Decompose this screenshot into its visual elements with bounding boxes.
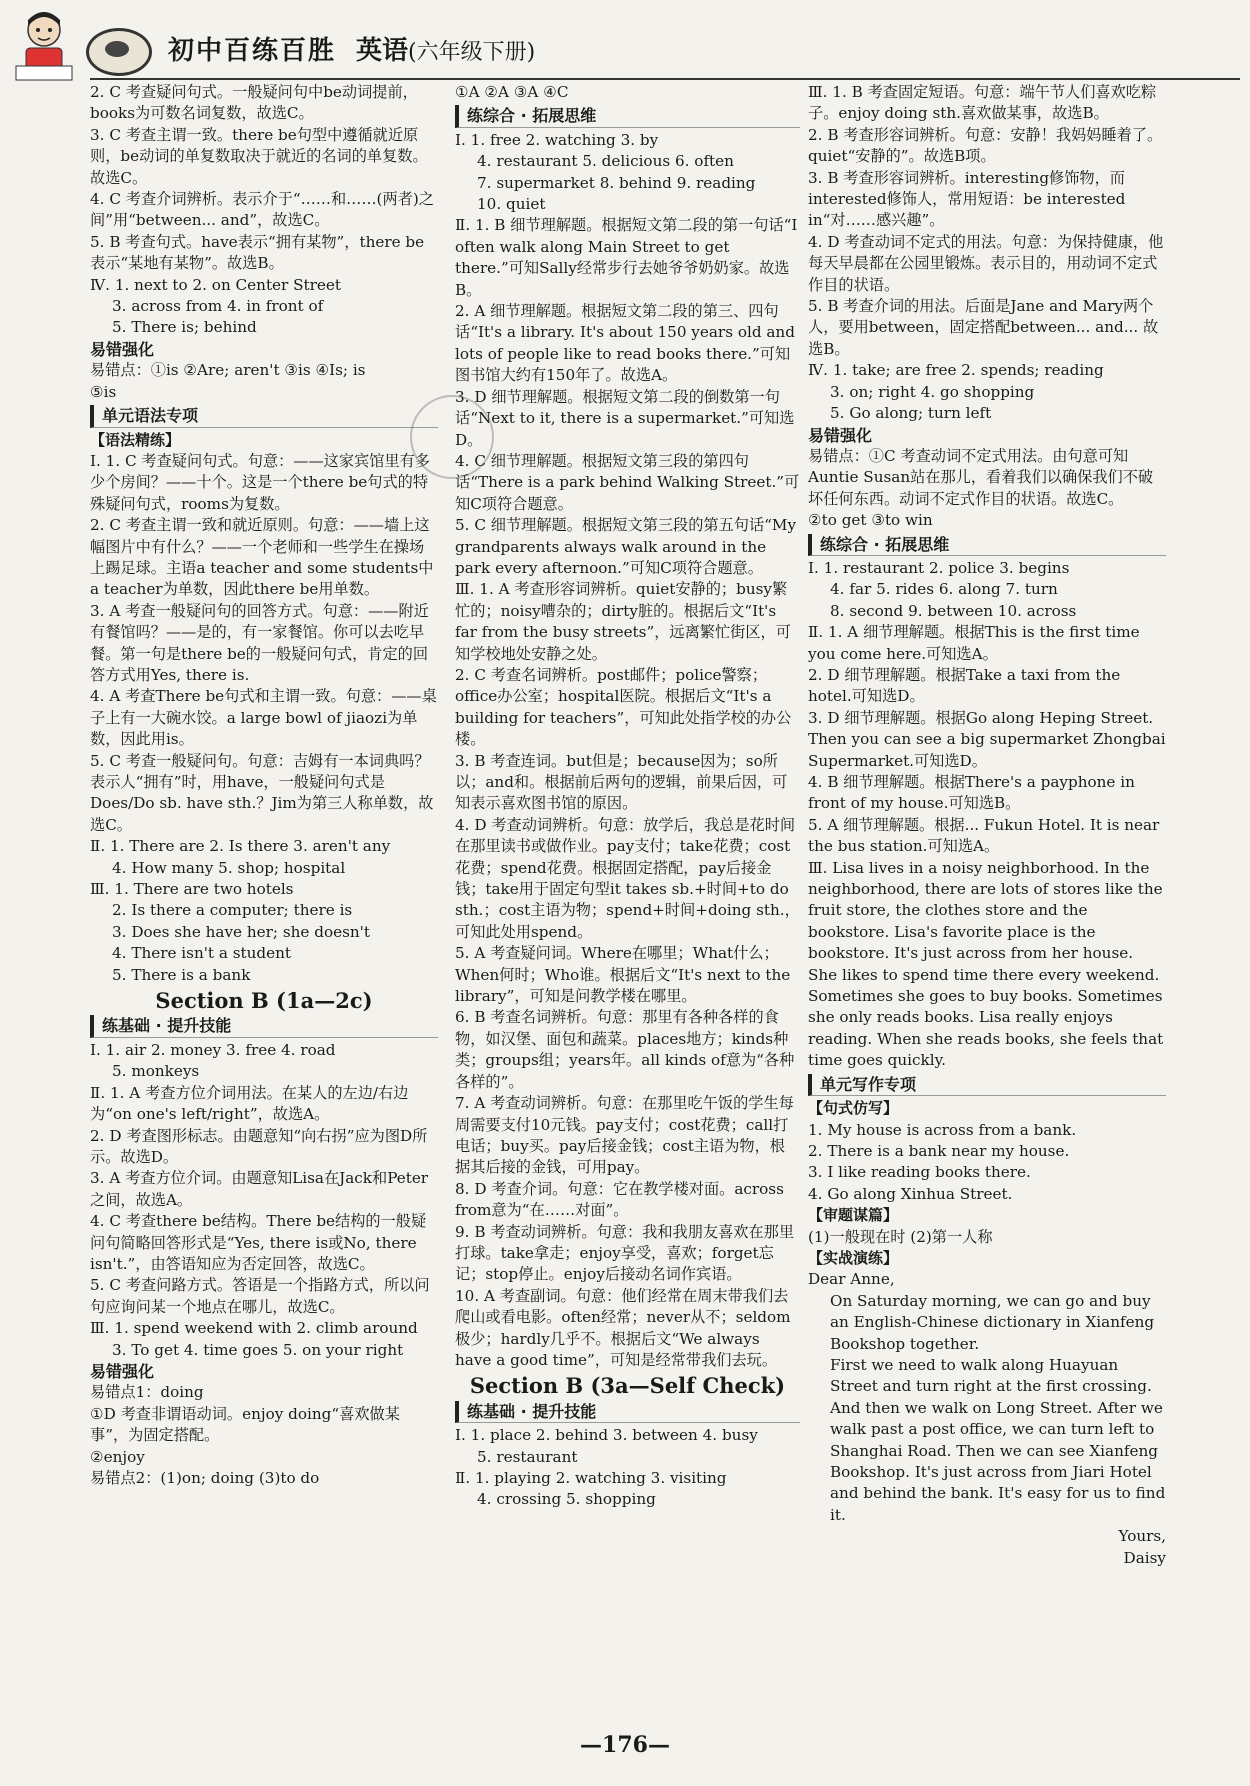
answer-item: 4. D 考查动词不定式的用法。句意：为保持健康，他每天早晨都在公园里锻炼。表示目的，用动词不定式作目的状语。 [808, 232, 1164, 294]
answer-item: 3. B 考查形容词辨析。interesting修饰物，而interested修饰人，常用短语：be interested in“对……感兴趣”。 [808, 168, 1126, 230]
answer-item: 5. A 考查疑问词。Where在哪里；What什么；When何时；Who谁。根据后文“It's next to the library”，可知是问教学楼在哪里。 [455, 944, 791, 1006]
answer-item: 5. There is a bank [112, 965, 251, 984]
answer-item: 4. C 考查there be结构。There be结构的一般疑问句简略回答形式是“Yes, there is或No, there isn't.”，由答语知应为否定回答，故选C。 [90, 1212, 427, 1273]
answer-item: Ⅲ. 1. spend weekend with 2. climb around [90, 1319, 418, 1338]
subject-title [356, 30, 535, 67]
column-1 [90, 82, 438, 1489]
answer-item: 2. B 考查形容词辨析。句意：安静！我妈妈睡着了。quiet“安静的”。故选B项。 [808, 125, 1163, 166]
answer-item: 3. To get 4. time goes 5. on your right [112, 1340, 404, 1359]
column-2 [455, 82, 800, 1511]
answer-item: 4. C 考查介词辨析。表示介于“……和……(两者)之间”用“between... and”，故选C。 [90, 190, 434, 230]
answer-item: Ⅱ. 1. playing 2. watching 3. visiting [455, 1469, 727, 1487]
section-heading: 单元语法专项 [90, 405, 438, 427]
answer-item: 2. There is a bank near my house. [808, 1141, 1070, 1160]
answer-item: Ⅲ. Lisa lives in a noisy neighborhood. In the neighborhood, there are lots of stores like the fruit store, the clothes store and the bookstore. Lisa's favorite place is the bookstore. It's just across from her house. She likes to spend time there every weekend. Sometimes she goes to buy books. Sometimes she only reads books. Lisa really enjoys reading. When she reads books, she feels that time goes quickly. [808, 858, 1164, 1070]
watermark-stamp-icon [410, 395, 494, 479]
answer-item: 5. A 细节理解题。根据... Fukun Hotel. It is near the bus station.可知选A。 [808, 815, 1160, 856]
answer-item: 2. C 考查主谓一致和就近原则。句意：——墙上这幅图片中有什么？——一个老师和一些学生在操场上踢足球。主语a teacher and some students中a teacher为单数，因此there be用单数。 [90, 516, 434, 599]
answer-item: ①D 考查非谓语动词。enjoy doing“喜欢做某事”，为固定搭配。 [90, 1404, 400, 1445]
letter-signature: Daisy [1123, 1548, 1166, 1567]
letter-paragraph: On Saturday morning, we can go and buy an English-Chinese dictionary in Xianfeng Bookshop together. [830, 1291, 1155, 1353]
answer-item: 8. second 9. between 10. across [830, 601, 1077, 620]
subsection-heading: 【实战演练】 [808, 1248, 899, 1267]
answer-item: 易错点2：(1)on; doing (3)to do [90, 1469, 320, 1487]
answer-item: Ⅳ. 1. take; are free 2. spends; reading [808, 361, 1104, 380]
letter-closing: Yours, [1118, 1527, 1166, 1546]
answer-item: 7. A 考查动词辨析。句意：在那里吃午饭的学生每周需要支付10元钱。pay支付；cost花费；call打电话；buy买。pay后接金钱；cost主语为物，根据其后接的金钱，可用pay。 [455, 1094, 794, 1177]
section-heading: 练综合 · 拓展思维 [455, 105, 800, 127]
answer-item: 4. Go along Xinhua Street. [808, 1184, 1013, 1203]
answer-item: 2. C 考查疑问句式。一般疑问句中be动词提前，books为可数名词复数，故选C。 [90, 83, 418, 123]
answer-item: 2. D 细节理解题。根据Take a taxi from the hotel.可知选D。 [808, 665, 1121, 706]
answer-item: Ⅱ. 1. B 细节理解题。根据短文第二段的第一句话“I often walk along Main Street to get there.”可知Sally经常步行去她爷爷奶奶家。故选B。 [455, 216, 798, 299]
answer-item: 4. D 考查动词辨析。句意：放学后，我总是花时间在那里读书或做作业。pay支付；take花费；cost花费；spend花费。根据固定搭配，pay后接金钱；take用于固定句型it takes sb.+时间+to do sth.；cost主语为物；spend+时间+doing sth.，可知此处用spend。 [455, 815, 800, 941]
section-heading: 易错强化 [90, 339, 155, 359]
answer-item: 1. My house is across from a bank. [808, 1120, 1077, 1139]
answer-item: Ⅲ. 1. B 考查固定短语。句意：端午节人们喜欢吃粽子。enjoy doing sth.喜欢做某事，故选B。 [808, 83, 1157, 123]
answer-item: 3. on; right 4. go shopping [830, 382, 1035, 401]
answer-item: 6. B 考查名词辨析。句意：那里有各种各样的食物，如汉堡、面包和蔬菜。places地方；kinds种类；groups组；years年。all kinds of意为“各种各样的”。 [455, 1008, 795, 1091]
answer-item: 3. D 细节理解题。根据短文第二段的倒数第一句话“Next to it, there is a supermarket.”可知选D。 [455, 387, 795, 449]
answer-item: 4. A 考查There be句式和主谓一致。句意：——桌子上有一大碗水饺。a large bowl of jiaozi为单数，因此用is。 [90, 687, 437, 749]
answer-item: 4. C 细节理解题。根据短文第三段的第四句话“There is a park behind Walking Street.”可知C项符合题意。 [455, 451, 800, 513]
answer-item: 4. far 5. rides 6. along 7. turn [830, 580, 1058, 599]
answer-item: 4. There isn't a student [112, 944, 291, 963]
answer-item: Ⅳ. 1. next to 2. on Center Street [90, 275, 341, 294]
answer-item: 易错点1：doing [90, 1383, 204, 1402]
answer-item: (1)一般现在时 (2)第一人称 [808, 1227, 993, 1246]
answer-item: 4. crossing 5. shopping [477, 1490, 656, 1509]
answer-item: 4. B 细节理解题。根据There's a payphone in front of my house.可知选B。 [808, 773, 1135, 813]
answer-item: 2. D 考查图形标志。由题意知“向右拐”应为图D所示。故选D。 [90, 1126, 428, 1166]
student-mascot-icon [8, 6, 80, 86]
answer-item: 5. C 考查一般疑问句。句意：吉姆有一本词典吗？表示人“拥有”时，用have，一般疑问句式是Does/Do sb. have sth.？Jim为第三人称单数，故选C。 [90, 751, 434, 834]
answer-item: 5. Go along; turn left [830, 404, 992, 423]
answer-item: 3. B 考查连词。but但是；because因为；so所以；and和。根据前后两句的逻辑，前果后因，可知表示喜欢图书馆的原因。 [455, 751, 788, 813]
answer-item: ②to get ③to win [808, 511, 933, 530]
section-title: Section B (3a—Self Check) [469, 1373, 786, 1399]
answer-item: ⑤is [90, 382, 117, 401]
answer-item: Ⅲ. 1. A 考查形容词辨析。quiet安静的；busy繁忙的；noisy嘈杂的；dirty脏的。根据后文“It's far from the busy streets”，远离繁忙街区，可知学校地处安静之处。 [455, 580, 791, 663]
grade-label: (六年级下册) [408, 40, 536, 65]
answer-item: 2. Is there a computer; there is [112, 901, 353, 920]
answer-item: 9. B 考查动词辨析。句意：我和我朋友喜欢在那里打球。take拿走；enjoy享受，喜欢；forget忘记；stop停止。enjoy后接动名词作宾语。 [455, 1222, 795, 1284]
answer-item: 3. C 考查主谓一致。there be句型中遵循就近原则，be动词的单复数取决于就近的名词的单复数。故选C。 [90, 125, 428, 187]
section-heading: 练基础 · 提升技能 [90, 1015, 438, 1037]
answer-item: 10. quiet [477, 195, 546, 214]
section-title: Section B (1a—2c) [155, 988, 373, 1014]
answer-item: 5. B 考查介词的用法。后面是Jane and Mary两个人，要用between，固定搭配between... and... 故选B。 [808, 297, 1159, 358]
answer-item: 5. There is; behind [112, 318, 257, 337]
section-heading: 单元写作专项 [808, 1074, 1166, 1096]
answer-item: 3. Does she have her; she doesn't [112, 922, 370, 941]
letter-greeting: Dear Anne, [808, 1270, 895, 1289]
answer-item: 5. B 考查句式。have表示“拥有某物”，there be表示“某地有某物”。故选B。 [90, 232, 425, 273]
section-heading: 练基础 · 提升技能 [455, 1401, 800, 1423]
answer-item: Ⅱ. 1. A 细节理解题。根据This is the first time you come here.可知选A。 [808, 623, 1140, 663]
answer-item: 3. D 细节理解题。根据Go along Heping Street. Then you can see a big supermarket Zhongbai Supermarket.可知选D。 [808, 708, 1166, 770]
answer-item: Ⅱ. 1. There are 2. Is there 3. aren't any [90, 837, 391, 856]
header-divider [90, 78, 1240, 80]
answer-item: 3. A 考查一般疑问句的回答方式。句意：——附近有餐馆吗？——是的，有一家餐馆。你可以去吃早餐。第一句是there be的一般疑问句式，肯定的回答方式用Yes, there is. [90, 601, 429, 684]
answer-item: 2. A 细节理解题。根据短文第二段的第三、四句话“It's a library. It's about 150 years old and lots of people like to read books there.”可知图书馆大约有150年了。故选A。 [455, 302, 795, 385]
page-header [0, 0, 1250, 90]
answer-item: Ⅰ. 1. free 2. watching 3. by [455, 130, 659, 149]
answer-item: 易错点：①is ②Are; aren't ③is ④Is; is [90, 361, 366, 380]
answer-item: 5. C 细节理解题。根据短文第三段的第五句话“My grandparents always walk around in the park every afternoon.”可知C项符合题意。 [455, 516, 797, 577]
answer-item: Ⅲ. 1. There are two hotels [90, 880, 294, 899]
answer-item: 5. C 考查问路方式。答语是一个指路方式，所以问句应询问某一个地点在哪儿，故选C。 [90, 1276, 430, 1316]
answer-item: 5. restaurant [477, 1447, 578, 1466]
answer-item: Ⅰ. 1. restaurant 2. police 3. begins [808, 558, 1070, 577]
answer-item: 4. restaurant 5. delicious 6. often [477, 152, 734, 171]
subsection-heading: 【句式仿写】 [808, 1099, 899, 1118]
book-title: 初中百练百胜 [168, 36, 337, 66]
answer-item: ②enjoy [90, 1447, 145, 1466]
answer-item: 10. A 考查副词。句意：他们经常在周末带我们去爬山或看电影。often经常；never从不；seldom极少；hardly几乎不。根据后文“We always have a good time”，可知是经常带我们去玩。 [455, 1286, 791, 1369]
column-3 [808, 82, 1166, 1569]
answer-item: 3. across from 4. in front of [112, 297, 324, 316]
subject-name: 英语 [356, 36, 409, 66]
section-heading: 练综合 · 拓展思维 [808, 534, 1166, 556]
page-number: —176— [580, 1732, 670, 1758]
answer-item: Ⅱ. 1. A 考查方位介词用法。在某人的左边/右边为“on one's left/right”，故选A。 [90, 1083, 409, 1124]
answer-item: 8. D 考查介词。句意：它在教学楼对面。across from意为“在……对面”。 [455, 1179, 784, 1220]
answer-item: 3. A 考查方位介词。由题意知Lisa在Jack和Peter之间，故选A。 [90, 1169, 429, 1209]
publisher-logo-icon [86, 28, 152, 76]
answer-item: 5. monkeys [112, 1062, 200, 1081]
answer-item: Ⅰ. 1. air 2. money 3. free 4. road [90, 1040, 336, 1059]
answer-item: 3. I like reading books there. [808, 1163, 1031, 1182]
answer-item: 2. C 考查名词辨析。post邮件；police警察；office办公室；hospital医院。根据后文“It's a building for teachers”，可知此处指学校的办公楼。 [455, 665, 792, 749]
answer-item: 7. supermarket 8. behind 9. reading [477, 173, 756, 192]
section-heading: 易错强化 [90, 1361, 155, 1381]
answer-item: Ⅰ. 1. C 考查疑问句式。句意：——这家宾馆里有多少个房间？——十个。这是一个there be句式的特殊疑问句式，rooms为复数。 [90, 451, 430, 513]
answer-item: Ⅰ. 1. place 2. behind 3. between 4. busy [455, 1426, 758, 1445]
section-heading: 易错强化 [808, 425, 873, 445]
letter-paragraph: First we need to walk along Huayuan Street and turn right at the first crossing. And then we walk on Long Street. After we walk past a post office, we can turn left to Shanghai Road. Then we can see Xianfeng Bookshop. It's just across from Jiari Hotel and behind the bank. It's easy for us to find it. [830, 1355, 1166, 1524]
answer-item: 4. How many 5. shop; hospital [112, 858, 346, 877]
subsection-heading: 【审题谋篇】 [808, 1206, 899, 1225]
subsection-heading: 【语法精练】 [90, 430, 181, 449]
answer-item: 易错点：①C 考查动词不定式用法。由句意可知Auntie Susan站在那儿，看着我们以确保我们不破坏任何东西。动词不定式作目的状语。故选C。 [808, 446, 1154, 508]
answer-item: ①A ②A ③A ④C [455, 83, 569, 101]
